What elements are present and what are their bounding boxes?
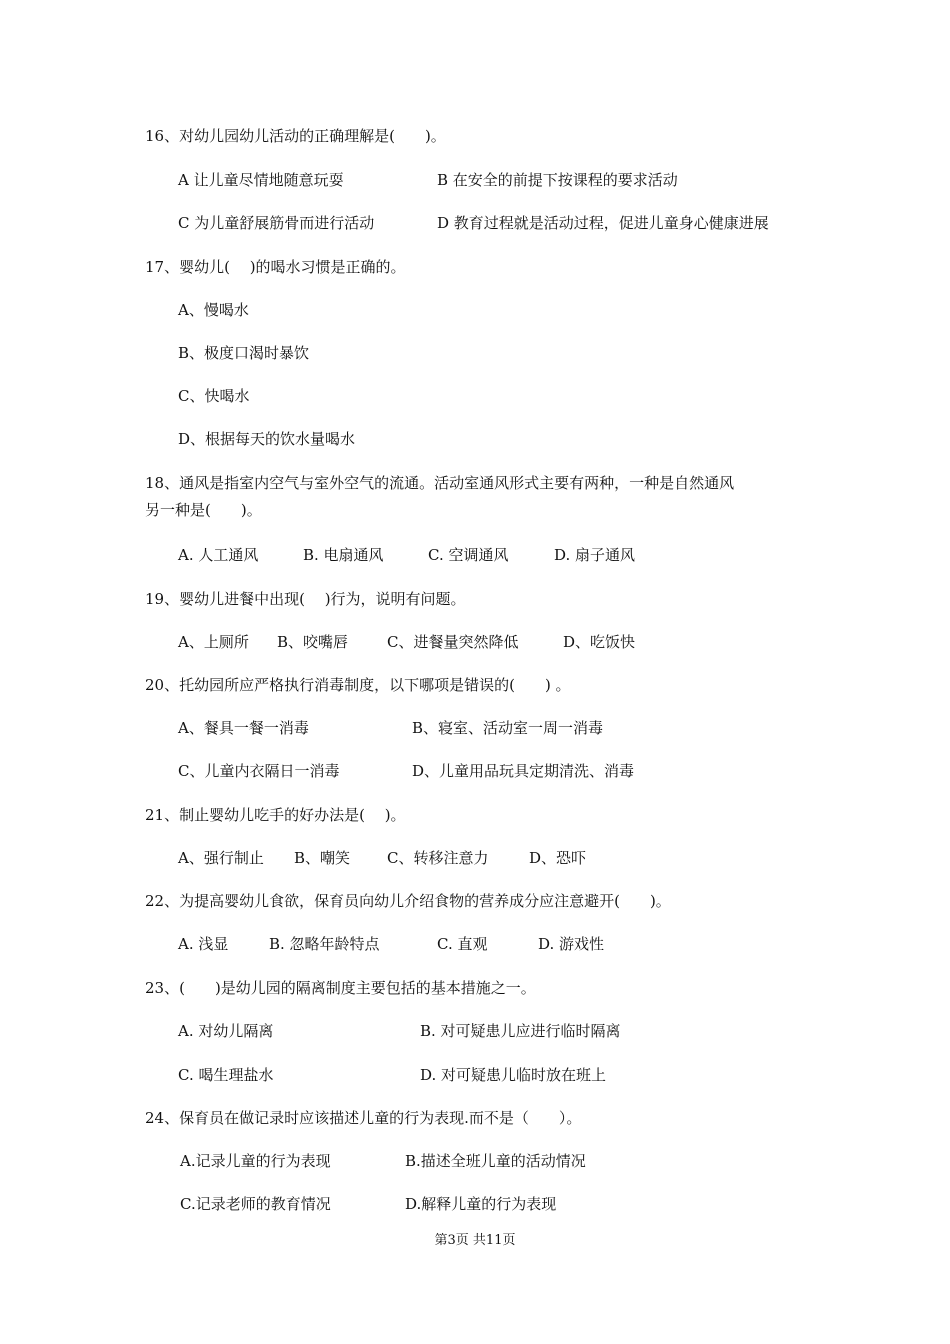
q24-option-d: D.解释儿童的行为表现 [405,1195,557,1213]
q24-option-a: A.记录儿童的行为表现 [180,1152,331,1170]
question-21-stem: 21、制止婴幼儿吃手的好办法是( )。 [145,806,406,824]
q21-option-c: C、转移注意力 [387,849,489,867]
q19-option-c: C、进餐量突然降低 [387,633,519,651]
q16-option-a: A 让儿童尽情地随意玩耍 [178,171,344,189]
q16-option-b: B 在安全的前提下按课程的要求活动 [437,171,678,189]
q18-option-c: C. 空调通风 [428,546,509,564]
q20-option-a: A、餐具一餐一消毒 [178,719,309,737]
q17-option-b: B、极度口渴时暴饮 [178,344,310,362]
q19-option-d: D、吃饭快 [563,633,636,651]
q18-option-b: B. 电扇通风 [303,546,384,564]
q17-option-c: C、快喝水 [178,387,250,405]
q20-option-d: D、儿童用品玩具定期清洗、消毒 [412,762,635,780]
q16-option-d: D 教育过程就是活动过程，促进儿童身心健康进展 [437,214,769,232]
question-20-stem: 20、托幼园所应严格执行消毒制度，以下哪项是错误的( ) 。 [145,676,571,694]
q21-option-a: A、强行制止 [178,849,264,867]
q22-option-b: B. 忽略年龄特点 [269,935,380,953]
question-17-stem: 17、婴幼儿( )的喝水习惯是正确的。 [145,258,406,276]
q21-option-d: D、恐吓 [529,849,587,867]
q17-option-d: D、根据每天的饮水量喝水 [178,430,356,448]
page-number-footer: 第3页 共11页 [434,1233,516,1248]
q16-option-c: C 为儿童舒展筋骨而进行活动 [178,214,375,232]
question-16-stem: 16、对幼儿园幼儿活动的正确理解是( )。 [145,127,446,145]
q21-option-b: B、嘲笑 [294,849,351,867]
question-22-stem: 22、为提高婴幼儿食欲，保育员向幼儿介绍食物的营养成分应注意避开( )。 [145,892,671,910]
question-23-stem: 23、( )是幼儿园的隔离制度主要包括的基本措施之一。 [145,979,536,997]
q22-option-c: C. 直观 [437,935,488,953]
q18-option-a: A. 人工通风 [178,546,259,564]
q24-option-c: C.记录老师的教育情况 [180,1195,331,1213]
q19-option-a: A、上厕所 [178,633,249,651]
q22-option-d: D. 游戏性 [538,935,605,953]
q18-option-d: D. 扇子通风 [554,546,636,564]
q20-option-b: B、寝室、活动室一周一消毒 [412,719,604,737]
q17-option-a: A、慢喝水 [178,301,249,319]
question-24-stem: 24、保育员在做记录时应该描述儿童的行为表现.而不是（ ）。 [145,1109,582,1127]
q22-option-a: A. 浅显 [178,935,229,953]
q23-option-d: D. 对可疑患儿临时放在班上 [420,1066,607,1084]
q23-option-b: B. 对可疑患儿应进行临时隔离 [420,1022,621,1040]
question-19-stem: 19、婴幼儿进餐中出现( )行为，说明有问题。 [145,590,466,608]
q23-option-c: C. 喝生理盐水 [178,1066,274,1084]
q19-option-b: B、咬嘴唇 [277,633,349,651]
q23-option-a: A. 对幼儿隔离 [178,1022,274,1040]
q20-option-c: C、儿童内衣隔日一消毒 [178,762,340,780]
question-18-stem-cont: 另一种是( )。 [145,501,262,519]
question-18-stem: 18、通风是指室内空气与室外空气的流通。活动室通风形式主要有两种，一种是自然通风 [145,474,735,492]
q24-option-b: B.描述全班儿童的活动情况 [405,1152,586,1170]
